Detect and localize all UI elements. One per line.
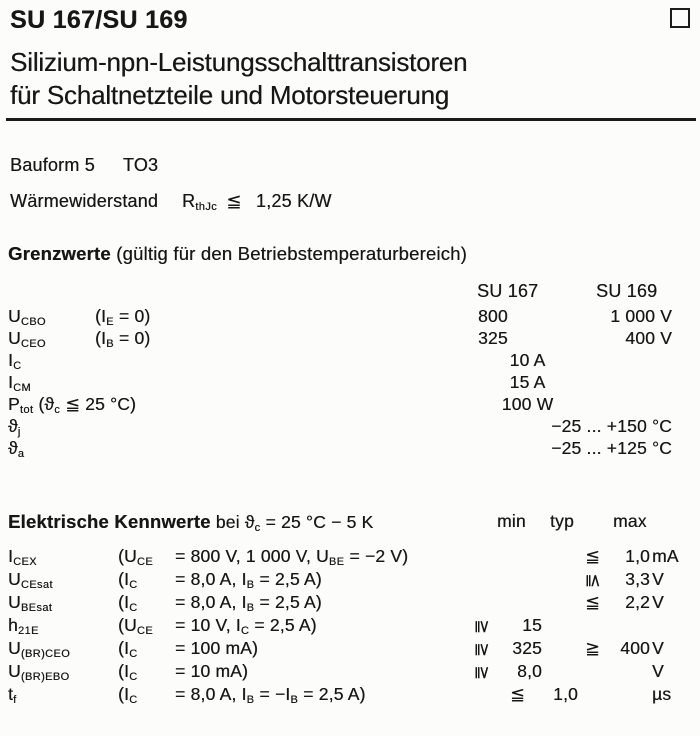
unit-cell: V (652, 569, 664, 589)
value-cells (470, 394, 672, 416)
thermal-resistance-line (10, 191, 332, 212)
column-typ: typ (550, 511, 574, 531)
table-row-row-ucbo (0, 306, 700, 328)
kennwerte-rows (0, 546, 700, 707)
max-relation-icon: ≦ (583, 573, 604, 588)
value-su169: 1 000 V (610, 306, 672, 326)
max-value: 2,2 (625, 592, 650, 612)
table-row-row-ucesat (0, 569, 700, 592)
symbol-cell: $I_{CEX}$ (8, 546, 37, 568)
min-relation-icon: ≦ (510, 684, 525, 704)
value-cells (470, 328, 672, 350)
page-title: SU 167/SU 169 (10, 6, 188, 34)
value-cells (470, 438, 672, 460)
value-range: −25 ... +125 °C (551, 438, 672, 458)
condition-cell: $(I_E = 0)$ (95, 306, 151, 328)
value-cells (470, 372, 672, 394)
min-relation-icon: ≧ (472, 619, 493, 634)
symbol-cell: $P_{tot}$ ($ϑ_c$ ≦ 25 °C) (8, 394, 137, 416)
page-header (10, 6, 690, 40)
condition-cell: $(I_B = 0)$ (95, 328, 151, 350)
max-cell (585, 638, 650, 659)
unit-cell: µs (652, 684, 672, 704)
column-max: max (613, 511, 647, 531)
table-row-row-theta-a (0, 438, 700, 460)
symbol-cell: $U_{CEO}$ (8, 328, 46, 350)
value-cells (470, 350, 672, 372)
table-row-row-ic (0, 350, 700, 372)
max-cell (585, 546, 650, 567)
page-subtitle (10, 46, 467, 112)
condition-open-cell: ($U_{CE}$ (118, 546, 153, 568)
symbol-cell: $ϑ_a$ (8, 438, 25, 460)
condition-open-cell: ($I_C$ (118, 638, 138, 660)
unit-cell: V (652, 592, 664, 612)
min-value: 1,0 (553, 684, 578, 704)
value-range: −25 ... +150 °C (551, 416, 672, 436)
symbol-cell: $h_{21E}$ (8, 615, 39, 637)
min-relation-icon: ≧ (472, 665, 493, 680)
min-cell (474, 615, 542, 636)
symbol-cell: $U_{CBO}$ (8, 306, 46, 328)
condition-open-cell: ($I_C$ (118, 661, 138, 683)
value-cells (470, 306, 672, 328)
grenzwerte-heading-rest: (gültig für den Betriebstemperaturbereich) (110, 243, 467, 264)
condition-rest-cell: = 8,0 A, $I_B = -I_B = 2,5$ A) (175, 684, 366, 706)
grenzwerte-heading-bold: Grenzwerte (8, 243, 111, 264)
table-row-row-ptot (0, 394, 700, 416)
thermal-label: Wärmewiderstand (10, 191, 159, 211)
table-row-row-h21e (0, 615, 700, 638)
kennwerte-heading-bold: Elektrische Kennwerte (8, 511, 211, 532)
grenzwerte-heading (8, 243, 467, 265)
condition-rest-cell: = 10 V, $I_C = 2,5$ A) (175, 615, 317, 637)
value-common: 15 A (509, 372, 546, 392)
subtitle-line-1: Silizium-npn-Leistungsschalttransistoren (10, 47, 468, 77)
max-value: 3,3 (625, 569, 650, 589)
table-row-row-ubesat (0, 592, 700, 615)
condition-rest-cell: = 8,0 A, $I_B = 2,5$ A) (175, 569, 322, 591)
table-row-row-tf (0, 684, 700, 707)
corner-square-mark (670, 8, 690, 28)
kennwerte-heading-condition: bei $ϑ_c = 25$ °C − 5 K (210, 512, 374, 534)
symbol-cell: $I_{CM}$ (8, 372, 31, 394)
condition-rest-cell: = 10 mA) (175, 661, 249, 681)
symbol-cell: $t_f$ (8, 684, 17, 706)
column-min: min (497, 511, 526, 531)
min-value: 325 (512, 638, 542, 658)
condition-open-cell: ($I_C$ (118, 592, 138, 614)
symbol-cell: $U_{BEsat}$ (8, 592, 53, 614)
condition-open-cell: ($I_C$ (118, 569, 138, 591)
symbol-cell: $U_{CEsat}$ (8, 569, 53, 591)
min-cell (474, 661, 542, 682)
unit-cell: V (652, 638, 664, 658)
condition-rest-cell: = 8,0 A, $I_B = 2,5$ A) (175, 592, 322, 614)
bauform-label: Bauform 5 (10, 155, 95, 175)
max-relation-icon: ≦ (585, 546, 600, 566)
kennwerte-heading (8, 511, 700, 535)
min-cell (510, 684, 578, 705)
unit-cell: mA (652, 546, 679, 566)
value-common: 100 W (501, 394, 554, 414)
thermal-expression: $R_{thJc}$ ≦ 1,25 K/W (182, 191, 332, 213)
condition-open-cell: ($I_C$ (118, 684, 138, 706)
condition-open-cell: ($U_{CE}$ (118, 615, 153, 637)
min-value: 8,0 (517, 661, 542, 681)
bauform-line (10, 155, 158, 176)
value-common: 10 A (509, 350, 546, 370)
column-su167: SU 167 (477, 281, 539, 301)
symbol-cell: $I_C$ (8, 350, 22, 372)
column-su169: SU 169 (596, 281, 658, 301)
table-row-row-icex (0, 546, 700, 569)
bauform-value: TO3 (122, 155, 159, 175)
symbol-cell: $ϑ_j$ (8, 416, 21, 438)
grenzwerte-rows (0, 306, 700, 460)
table-row-row-ubrebo (0, 661, 700, 684)
max-relation-icon: ≧ (585, 638, 600, 658)
min-cell (474, 638, 542, 659)
table-row-row-uceo (0, 328, 700, 350)
min-value: 15 (522, 615, 542, 635)
max-relation-icon: ≦ (585, 592, 600, 612)
min-relation-icon: ≧ (472, 642, 493, 657)
table-row-row-icm (0, 372, 700, 394)
max-value: 1,0 (625, 546, 650, 566)
symbol-cell: $U_{(BR)EBO}$ (8, 661, 70, 683)
subtitle-line-2: für Schaltnetzteile und Motorsteuerung (10, 80, 449, 110)
condition-rest-cell: = 100 mA) (175, 638, 259, 658)
value-su169: 400 V (625, 328, 672, 348)
grenzwerte-column-header (0, 281, 700, 303)
unit-cell: V (652, 661, 664, 681)
divider-rule (6, 118, 696, 121)
value-su167: 325 (478, 328, 508, 348)
value-su167: 800 (478, 306, 508, 326)
max-cell (585, 592, 650, 613)
value-cells (470, 416, 672, 438)
symbol-cell: $U_{(BR)CEO}$ (8, 638, 71, 660)
table-row-row-theta-j (0, 416, 700, 438)
table-row-row-ubrceo (0, 638, 700, 661)
max-value: 400 (620, 638, 650, 658)
condition-rest-cell: = 800 V, 1 000 V, $U_{BE} = -2$ V) (175, 546, 409, 568)
max-cell (585, 569, 650, 590)
